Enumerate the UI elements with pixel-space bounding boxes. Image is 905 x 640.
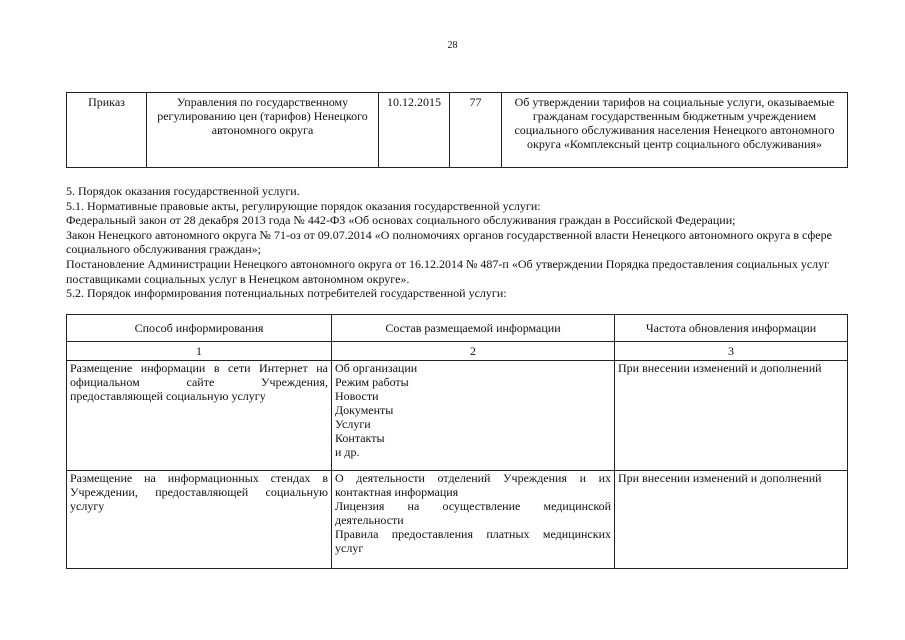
date-cell: 10.12.2015 — [379, 93, 450, 168]
content-line: Режим работы — [335, 375, 409, 389]
table-row — [67, 93, 848, 168]
content-line: Правила предоставления платных медицинских услуг — [335, 527, 611, 555]
column-header: Способ информирования — [67, 315, 332, 342]
content-line: Лицензия на осуществление медицинской деятельности — [335, 499, 611, 527]
column-number: 3 — [615, 342, 848, 361]
table-row — [67, 471, 848, 569]
method-cell: Размещение информации в сети Интернет на официальном сайте Учреждения, предоставляющей социальную услугу — [67, 361, 332, 471]
law-item: Федеральный закон от 28 декабря 2013 года № 442-ФЗ «Об основах социального обслуживания граждан в Российской Федерации; — [66, 213, 736, 228]
title-cell: Об утверждении тарифов на социальные услуги, оказываемые гражданам государственным бюджетным учреждением социального обслуживания населения Ненецкого автономного округа «Комплексный центр социального обслуживания» — [502, 93, 848, 168]
column-number-row — [67, 342, 848, 361]
content-line: Документы — [335, 403, 394, 417]
content-line: Контакты — [335, 431, 385, 445]
column-header: Состав размещаемой информации — [332, 315, 615, 342]
column-header: Частота обновления информации — [615, 315, 848, 342]
info-table — [66, 314, 848, 569]
law-item: Закон Ненецкого автономного округа № 71-оз от 09.07.2014 «О полномочиях органов государственной власти Ненецкого автономного округа в сфере социального обслуживания граждан»; — [66, 227, 832, 257]
content-line: и др. — [335, 445, 360, 459]
body-text — [66, 184, 856, 301]
content-cell — [332, 471, 615, 569]
table-header-row — [67, 315, 848, 342]
column-number: 1 — [67, 342, 332, 361]
method-cell: Размещение на информационных стендах в Учреждении, предоставляющей социальную услугу — [67, 471, 332, 569]
content-cell — [332, 361, 615, 471]
content-line: Новости — [335, 389, 379, 403]
content-line: Об организации — [335, 361, 418, 375]
doc-type-cell: Приказ — [67, 93, 147, 168]
content-line: Услуги — [335, 417, 371, 431]
law-item: Постановление Администрации Ненецкого автономного округа от 16.12.2014 № 487-п «Об утверждении Порядка предоставления социальных услуг поставщиками социальных услуг в Ненецком автономном округе». — [66, 256, 830, 286]
frequency-cell: При внесении изменений и дополнений — [615, 471, 848, 569]
frequency-cell: При внесении изменений и дополнений — [615, 361, 848, 471]
issuer-cell: Управления по государственному регулированию цен (тарифов) Ненецкого автономного округа — [147, 93, 379, 168]
section-5-2-heading: 5.2. Порядок информирования потенциальных потребителей государственной услуги: — [66, 286, 507, 301]
section-5-heading: 5. Порядок оказания государственной услуги. — [66, 184, 300, 198]
tariff-table — [66, 92, 848, 168]
page-number: 28 — [447, 40, 458, 51]
column-number: 2 — [332, 342, 615, 361]
content-line: О деятельности отделений Учреждения и их контактная информация — [335, 471, 611, 499]
section-5-1-heading: 5.1. Нормативные правовые акты, регулирующие порядок оказания государственной услуги: — [66, 198, 541, 213]
number-cell: 77 — [450, 93, 502, 168]
table-row — [67, 361, 848, 471]
